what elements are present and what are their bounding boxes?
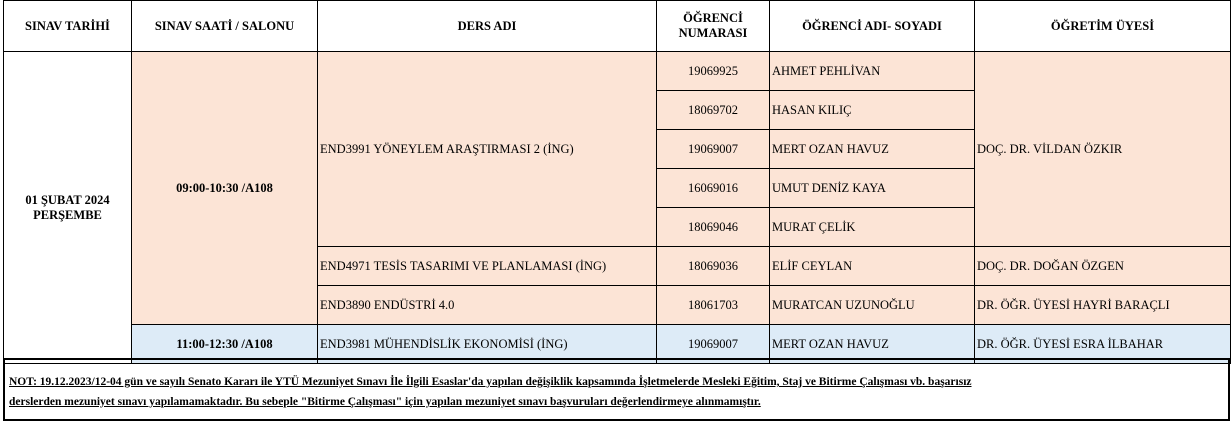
note-line-2: derslerden mezuniyet sınavı yapılamamaktadır. Bu sebeple "Bitirme Çalışması" için yapılan mezuniyet sınavı başvuruları değerlendirmeye alınmamıştır. xyxy=(9,396,761,408)
header-student-name: ÖĞRENCİ ADI- SOYADI xyxy=(770,1,975,52)
course-1-instructor: DOÇ. DR. VİLDAN ÖZKIR xyxy=(975,52,1231,247)
header-student-number xyxy=(657,1,770,52)
student-number: 18069702 xyxy=(657,91,770,130)
course-2-instructor: DOÇ. DR. DOĞAN ÖZGEN xyxy=(975,247,1231,286)
course-1-name: END3991 YÖNEYLEM ARAŞTIRMASI 2 (İNG) xyxy=(318,52,657,247)
table-row xyxy=(4,52,1231,91)
course-4-name: END3981 MÜHENDİSLİK EKONOMİSİ (İNG) xyxy=(318,325,657,364)
session-2-time-room: 11:00-12:30 /A108 xyxy=(132,325,318,364)
exam-schedule-table xyxy=(3,0,1231,364)
student-name: MURATCAN UZUNOĞLU xyxy=(770,286,975,325)
exam-date-line2: PERŞEMBE xyxy=(33,207,102,222)
student-number: 18069036 xyxy=(657,247,770,286)
header-student-number-line1: ÖĞRENCİ xyxy=(683,11,743,25)
header-exam-date: SINAV TARİHİ xyxy=(4,1,132,52)
header-instructor: ÖĞRETİM ÜYESİ xyxy=(975,1,1231,52)
student-name: MERT OZAN HAVUZ xyxy=(770,130,975,169)
student-number: 19069007 xyxy=(657,325,770,364)
session-1-time-room: 09:00-10:30 /A108 xyxy=(132,52,318,325)
student-number: 18061703 xyxy=(657,286,770,325)
student-number: 19069925 xyxy=(657,52,770,91)
course-3-name: END3890 ENDÜSTRİ 4.0 xyxy=(318,286,657,325)
student-number: 16069016 xyxy=(657,169,770,208)
header-course: DERS ADI xyxy=(318,1,657,52)
student-number: 18069046 xyxy=(657,208,770,247)
exam-date-line1: 01 ŞUBAT 2024 xyxy=(25,192,110,207)
header-time-room: SINAV SAATİ / SALONU xyxy=(132,1,318,52)
student-number: 19069007 xyxy=(657,130,770,169)
student-name: MERT OZAN HAVUZ xyxy=(770,325,975,364)
student-name: ELİF CEYLAN xyxy=(770,247,975,286)
student-name: MURAT ÇELİK xyxy=(770,208,975,247)
course-4-instructor: DR. ÖĞR. ÜYESİ ESRA İLBAHAR xyxy=(975,325,1231,364)
header-row xyxy=(4,1,1231,52)
exam-date-cell xyxy=(4,52,132,364)
header-student-number-line2: NUMARASI xyxy=(678,26,748,40)
course-3-instructor: DR. ÖĞR. ÜYESİ HAYRİ BARAÇLI xyxy=(975,286,1231,325)
note-line-1: NOT: 19.12.2023/12-04 gün ve sayılı Senato Kararı ile YTÜ Mezuniyet Sınavı İle İlgili Esaslar'da yapılan değişiklik kapsamında İşletmelerde Mesleki Eğitim, Staj ve Bitirme Çalışması vb. başarısız xyxy=(9,376,972,388)
note-box xyxy=(3,358,1230,421)
student-name: AHMET PEHLİVAN xyxy=(770,52,975,91)
course-2-name: END4971 TESİS TASARIMI VE PLANLAMASI (İNG) xyxy=(318,247,657,286)
student-name: HASAN KILIÇ xyxy=(770,91,975,130)
student-name: UMUT DENİZ KAYA xyxy=(770,169,975,208)
